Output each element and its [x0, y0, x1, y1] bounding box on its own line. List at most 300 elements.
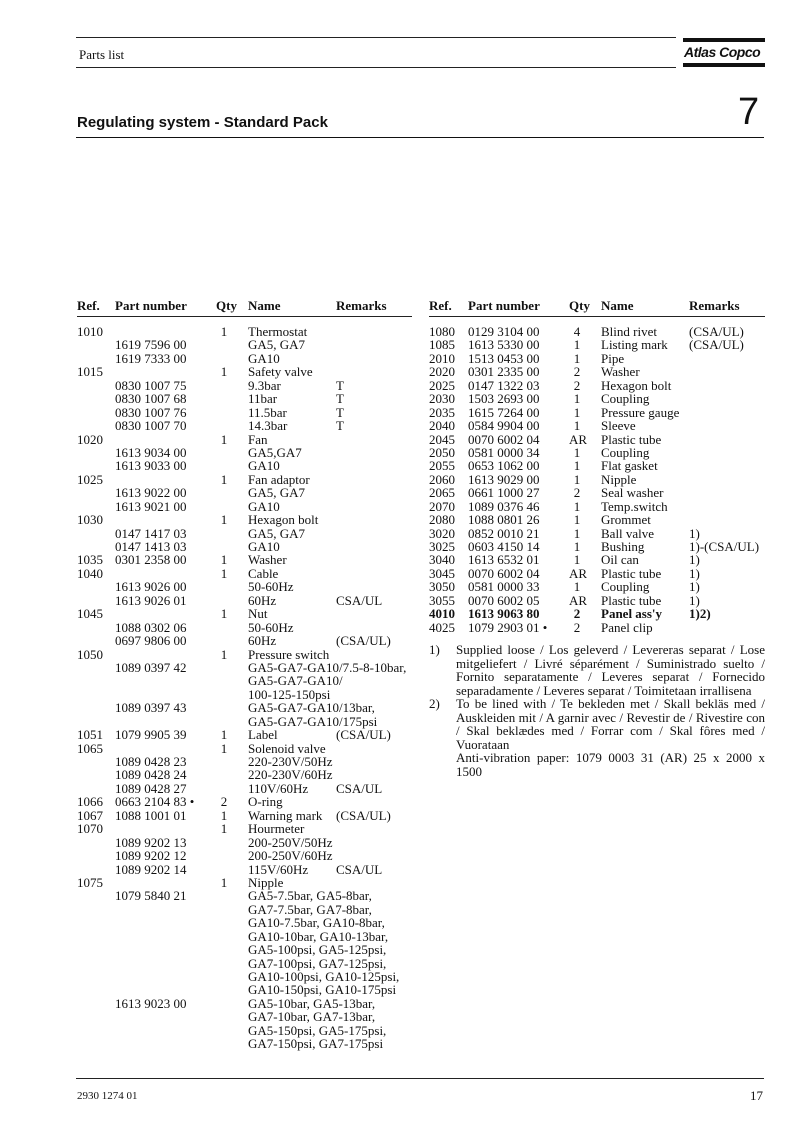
- name-cell: Coupling: [601, 444, 650, 460]
- remarks-cell: 1): [689, 525, 700, 541]
- name-cell: GA10-100psi, GA10-125psi,: [248, 969, 400, 984]
- header-ref: Ref.: [77, 298, 100, 313]
- qty-cell: AR: [569, 565, 588, 581]
- name-cell: 60Hz: [248, 633, 277, 649]
- qty-cell: 1: [220, 552, 228, 568]
- name-cell: Hourmeter: [248, 821, 305, 837]
- table-row: [77, 580, 412, 593]
- remarks-cell: CSA/UL: [336, 592, 383, 608]
- qty-cell: 1: [573, 337, 581, 353]
- part-number-cell: 0070 6002 05: [468, 592, 540, 608]
- table-row: [77, 943, 412, 956]
- table-row: [429, 406, 765, 419]
- table-row: [429, 473, 765, 486]
- ref-cell: 2045: [429, 431, 455, 447]
- part-number-cell: 0830 1007 76: [115, 404, 187, 420]
- ref-cell: 2060: [429, 471, 455, 487]
- name-cell: Label: [248, 727, 278, 743]
- table-row: [77, 836, 412, 849]
- name-cell: 14.3bar: [248, 418, 288, 434]
- qty-cell: 1: [573, 458, 581, 474]
- header-ref: Ref.: [429, 298, 452, 313]
- ref-cell: 3050: [429, 579, 455, 595]
- part-number-cell: 0301 2358 00: [115, 552, 187, 568]
- table-row: [77, 648, 412, 661]
- part-number-cell: 1089 9202 12: [115, 848, 187, 864]
- table-row: [77, 983, 412, 996]
- footnote-text: Anti-vibration paper: 1079 0003 31 (AR) 25 x 2000 x 1500: [456, 750, 765, 779]
- ref-cell: 1085: [429, 337, 455, 353]
- footnote-text: Supplied loose / Los geleverd / Levereras separat / Lose mitgeliefert / Livré séparément / Suministrado suelto / Fornito separatamente / Leveres separat / Fornecido separadamente / Leveres separat / Toimitetaan irrallisena: [456, 642, 765, 698]
- page-number: 17: [750, 1088, 763, 1103]
- name-cell: Sleeve: [601, 418, 636, 434]
- remarks-cell: 1): [689, 552, 700, 568]
- name-cell: Plastic tube: [601, 431, 662, 447]
- table-row: [77, 446, 412, 459]
- name-cell: Nipple: [601, 471, 637, 487]
- name-cell: Panel clip: [601, 619, 653, 635]
- name-cell: 200-250V/50Hz: [248, 834, 333, 850]
- table-row: [77, 728, 412, 741]
- ref-cell: 2055: [429, 458, 455, 474]
- part-number-cell: 1079 2903 01 •: [468, 619, 548, 635]
- ref-cell: 1051: [77, 727, 103, 743]
- part-number-cell: 0584 9904 00: [468, 418, 540, 434]
- table-row: [77, 1024, 412, 1037]
- ref-cell: 3020: [429, 525, 455, 541]
- part-number-cell: 0830 1007 68: [115, 391, 187, 407]
- table-row: [429, 392, 765, 405]
- part-number-cell: 0830 1007 70: [115, 418, 187, 434]
- ref-cell: 3025: [429, 539, 455, 554]
- table-row: [429, 419, 765, 432]
- remarks-cell: 1)2): [689, 606, 711, 622]
- name-cell: GA5, GA7: [248, 337, 306, 353]
- name-cell: GA7-150psi, GA7-175psi: [248, 1036, 384, 1052]
- qty-cell: 1: [220, 727, 228, 743]
- part-number-cell: 1089 0397 43: [115, 700, 187, 716]
- name-cell: Pressure gauge: [601, 404, 680, 420]
- ref-cell: 1066: [77, 794, 103, 810]
- part-number-cell: 1089 9202 13: [115, 834, 187, 850]
- header-part-number: Part number: [115, 298, 187, 313]
- name-cell: 200-250V/60Hz: [248, 848, 333, 864]
- qty-cell: 2: [573, 485, 581, 501]
- part-number-cell: 0147 1417 03: [115, 525, 187, 541]
- table-row: [77, 459, 412, 472]
- name-cell: GA7-7.5bar, GA7-8bar,: [248, 901, 372, 917]
- remarks-cell: (CSA/UL): [336, 633, 391, 649]
- part-number-cell: 1613 9026 01: [115, 592, 187, 608]
- name-cell: GA10-7.5bar, GA10-8bar,: [248, 915, 385, 931]
- parts-table-right: [429, 298, 765, 778]
- table-row: [77, 970, 412, 983]
- table-row: [77, 957, 412, 970]
- name-cell: GA10: [248, 498, 280, 514]
- header-part-number: Part number: [468, 298, 540, 313]
- ref-cell: 3045: [429, 565, 455, 581]
- qty-cell: 1: [573, 498, 581, 514]
- part-number-cell: 0070 6002 04: [468, 565, 540, 581]
- table-row: [429, 594, 765, 607]
- table-row: [429, 352, 765, 365]
- name-cell: GA5-GA7-GA10/7.5-8-10bar,: [248, 659, 407, 675]
- footnote-number: 1): [429, 642, 440, 658]
- table-row: [77, 661, 412, 674]
- table-row: [429, 621, 765, 634]
- name-cell: 50-60Hz: [248, 619, 294, 635]
- name-cell: Plastic tube: [601, 565, 662, 581]
- remarks-cell: 1): [689, 592, 700, 608]
- qty-cell: 2: [573, 619, 581, 635]
- name-cell: 220-230V/60Hz: [248, 767, 333, 783]
- table-row: [77, 473, 412, 486]
- name-cell: GA5-GA7-GA10/: [248, 673, 343, 689]
- table-row: [77, 688, 412, 701]
- qty-cell: 1: [220, 874, 228, 890]
- table-row: [77, 379, 412, 392]
- name-cell: Panel ass'y: [601, 606, 663, 622]
- name-cell: Hexagon bolt: [248, 512, 319, 528]
- qty-cell: 1: [573, 471, 581, 487]
- part-number-cell: 1089 9202 14: [115, 861, 187, 877]
- name-cell: 110V/60Hz: [248, 780, 309, 796]
- qty-cell: 1: [573, 512, 581, 528]
- name-cell: Washer: [248, 552, 287, 568]
- table-row: [429, 500, 765, 513]
- name-cell: GA7-10bar, GA7-13bar,: [248, 1009, 376, 1025]
- header-name: Name: [601, 298, 634, 313]
- table-row: [77, 768, 412, 781]
- table-row: [77, 1010, 412, 1023]
- table-row: [77, 540, 412, 553]
- remarks-cell: (CSA/UL): [336, 727, 391, 743]
- table-row: [429, 338, 765, 351]
- table-row: [77, 365, 412, 378]
- table-row: [77, 876, 412, 889]
- table-row: [77, 822, 412, 835]
- name-cell: Plastic tube: [601, 592, 662, 608]
- name-cell: GA5-100psi, GA5-125psi,: [248, 942, 387, 958]
- qty-cell: 4: [573, 324, 581, 339]
- qty-cell: 1: [220, 606, 228, 622]
- table-row: [77, 755, 412, 768]
- footnote-number: 2): [429, 696, 440, 712]
- table-row: [429, 513, 765, 526]
- remarks-cell: CSA/UL: [336, 861, 383, 877]
- qty-cell: 1: [220, 324, 228, 339]
- qty-cell: 2: [573, 364, 581, 380]
- table-row: [77, 406, 412, 419]
- atlas-copco-logo: [683, 38, 765, 68]
- name-cell: GA5-150psi, GA5-175psi,: [248, 1022, 387, 1038]
- qty-cell: AR: [569, 431, 588, 447]
- ref-cell: 2065: [429, 485, 455, 501]
- footnote: [429, 751, 765, 778]
- table-row: [77, 701, 412, 714]
- name-cell: GA10-150psi, GA10-175psi: [248, 982, 397, 998]
- part-number-cell: 1613 9063 80: [468, 606, 540, 622]
- part-number-cell: 1513 0453 00: [468, 350, 540, 366]
- name-cell: Temp.switch: [601, 498, 668, 514]
- header-top-rule: [76, 37, 676, 38]
- table-header: [429, 298, 765, 316]
- qty-cell: 1: [220, 740, 228, 756]
- qty-cell: 1: [220, 807, 228, 823]
- qty-cell: 1: [220, 821, 228, 837]
- remarks-cell: T: [336, 377, 344, 393]
- name-cell: Seal washer: [601, 485, 664, 501]
- ref-cell: 1080: [429, 324, 455, 339]
- ref-cell: 1040: [77, 565, 103, 581]
- name-cell: Safety valve: [248, 364, 313, 380]
- part-number-cell: 1619 7333 00: [115, 350, 187, 366]
- part-number-cell: 1503 2693 00: [468, 391, 540, 407]
- remarks-cell: T: [336, 418, 344, 434]
- part-number-cell: 1613 6532 01: [468, 552, 540, 568]
- qty-cell: 1: [573, 525, 581, 541]
- part-number-cell: 0603 4150 14: [468, 539, 540, 554]
- footer-rule: [76, 1078, 764, 1079]
- table-row: [429, 433, 765, 446]
- table-row: [429, 486, 765, 499]
- ref-cell: 1035: [77, 552, 103, 568]
- name-cell: Bushing: [601, 539, 645, 554]
- name-cell: Oil can: [601, 552, 639, 568]
- part-number-cell: 1613 9034 00: [115, 444, 187, 460]
- part-number-cell: 1079 5840 21: [115, 888, 187, 904]
- remarks-cell: CSA/UL: [336, 780, 383, 796]
- ref-cell: 4025: [429, 619, 455, 635]
- table-row: [429, 553, 765, 566]
- name-cell: O-ring: [248, 794, 283, 810]
- name-cell: GA10: [248, 458, 280, 474]
- part-number-cell: 1088 0801 26: [468, 512, 540, 528]
- table-row: [77, 889, 412, 902]
- part-number-cell: 0070 6002 04: [468, 431, 540, 447]
- table-row: [77, 997, 412, 1010]
- name-cell: Pressure switch: [248, 646, 330, 662]
- qty-cell: 1: [220, 512, 228, 528]
- page-title: Regulating system - Standard Pack: [77, 114, 328, 131]
- part-number-cell: 1088 0302 06: [115, 619, 187, 635]
- chapter-number: 7: [738, 91, 760, 133]
- part-number-cell: 0830 1007 75: [115, 377, 187, 393]
- name-cell: Coupling: [601, 391, 650, 407]
- name-cell: Nut: [248, 606, 268, 622]
- ref-cell: 1030: [77, 512, 103, 528]
- name-cell: GA5-7.5bar, GA5-8bar,: [248, 888, 372, 904]
- part-number-cell: 0661 1000 27: [468, 485, 540, 501]
- part-number-cell: 1089 0428 27: [115, 780, 187, 796]
- ref-cell: 3040: [429, 552, 455, 568]
- table-row: [77, 634, 412, 647]
- part-number-cell: 1613 9022 00: [115, 485, 187, 501]
- table-row: [429, 567, 765, 580]
- part-number-cell: 1079 9905 39: [115, 727, 187, 743]
- remarks-cell: (CSA/UL): [689, 337, 744, 353]
- table-row: [77, 930, 412, 943]
- name-cell: Cable: [248, 565, 279, 581]
- table-row: [77, 674, 412, 687]
- part-number-cell: 1089 0397 42: [115, 659, 187, 675]
- part-number-cell: 0852 0010 21: [468, 525, 540, 541]
- name-cell: Hexagon bolt: [601, 377, 672, 393]
- qty-cell: 2: [573, 377, 581, 393]
- remarks-cell: 1)-(CSA/UL): [689, 539, 760, 554]
- table-header: [77, 298, 412, 316]
- part-number-cell: 1089 0376 46: [468, 498, 540, 514]
- name-cell: Coupling: [601, 579, 650, 595]
- name-cell: GA10-10bar, GA10-13bar,: [248, 928, 389, 944]
- table-body-left: [77, 325, 412, 1051]
- parts-table-left: [77, 298, 412, 1051]
- table-row: [77, 419, 412, 432]
- qty-cell: 1: [573, 539, 581, 554]
- header-qty: Qty: [569, 298, 590, 313]
- part-number-cell: 1613 9023 00: [115, 995, 187, 1011]
- table-row: [77, 500, 412, 513]
- ref-cell: 1067: [77, 807, 103, 823]
- table-header-rule: [77, 316, 412, 317]
- part-number-cell: 0301 2335 00: [468, 364, 540, 380]
- ref-cell: 1010: [77, 324, 103, 339]
- table-row: [77, 392, 412, 405]
- table-row: [77, 486, 412, 499]
- table-row: [77, 607, 412, 620]
- table-row: [77, 352, 412, 365]
- table-row: [429, 607, 765, 620]
- part-number-cell: 0581 0000 34: [468, 444, 540, 460]
- name-cell: 60Hz: [248, 592, 277, 608]
- table-body-right: [429, 325, 765, 634]
- ref-cell: 2040: [429, 418, 455, 434]
- part-number-cell: 0147 1322 03: [468, 377, 540, 393]
- name-cell: GA5, GA7: [248, 485, 306, 501]
- name-cell: 50-60Hz: [248, 579, 294, 595]
- name-cell: 11bar: [248, 391, 278, 407]
- part-number-cell: 0653 1062 00: [468, 458, 540, 474]
- qty-cell: 2: [573, 606, 581, 622]
- table-row: [77, 849, 412, 862]
- part-number-cell: 1613 9029 00: [468, 471, 540, 487]
- ref-cell: 2025: [429, 377, 455, 393]
- ref-cell: 2070: [429, 498, 455, 514]
- table-row: [77, 715, 412, 728]
- remarks-cell: (CSA/UL): [689, 324, 744, 339]
- logo-bottom-bar: [683, 63, 765, 67]
- ref-cell: 3055: [429, 592, 455, 608]
- qty-cell: 1: [573, 404, 581, 420]
- part-number-cell: 1089 0428 23: [115, 754, 187, 769]
- remarks-cell: 1): [689, 565, 700, 581]
- table-row: [429, 580, 765, 593]
- name-cell: 115V/60Hz: [248, 861, 309, 877]
- name-cell: Listing mark: [601, 337, 668, 353]
- name-cell: GA7-100psi, GA7-125psi,: [248, 955, 387, 971]
- ref-cell: 2050: [429, 444, 455, 460]
- ref-cell: 1050: [77, 646, 103, 662]
- table-row: [429, 325, 765, 338]
- name-cell: Fan: [248, 431, 268, 447]
- name-cell: Thermostat: [248, 324, 308, 339]
- ref-cell: 1075: [77, 874, 103, 890]
- table-row: [429, 446, 765, 459]
- ref-cell: 1020: [77, 431, 103, 447]
- table-row: [429, 527, 765, 540]
- remarks-cell: (CSA/UL): [336, 807, 391, 823]
- name-cell: Flat gasket: [601, 458, 658, 474]
- qty-cell: 1: [573, 552, 581, 568]
- part-number-cell: 0697 9806 00: [115, 633, 187, 649]
- header-remarks: Remarks: [336, 298, 387, 313]
- table-row: [77, 527, 412, 540]
- qty-cell: 1: [573, 579, 581, 595]
- footnote: [429, 697, 765, 751]
- part-number-cell: 1615 7264 00: [468, 404, 540, 420]
- ref-cell: 1025: [77, 471, 103, 487]
- header-remarks: Remarks: [689, 298, 740, 313]
- part-number-cell: 1619 7596 00: [115, 337, 187, 353]
- name-cell: GA10: [248, 539, 280, 554]
- qty-cell: 1: [573, 391, 581, 407]
- qty-cell: 1: [573, 418, 581, 434]
- name-cell: Warning mark: [248, 807, 323, 823]
- table-row: [429, 540, 765, 553]
- footnote: [429, 643, 765, 697]
- name-cell: 11.5bar: [248, 404, 287, 420]
- part-number-cell: 1613 5330 00: [468, 337, 540, 353]
- table-row: [429, 379, 765, 392]
- part-number-cell: 1089 0428 24: [115, 767, 187, 783]
- part-number-cell: 1088 1001 01: [115, 807, 187, 823]
- qty-cell: 1: [220, 364, 228, 380]
- remarks-cell: T: [336, 404, 344, 420]
- table-header-rule: [429, 316, 765, 317]
- footnotes: [429, 643, 765, 778]
- table-row: [77, 742, 412, 755]
- part-number-cell: 0581 0000 33: [468, 579, 540, 595]
- name-cell: 220-230V/50Hz: [248, 754, 333, 769]
- name-cell: GA5, GA7: [248, 525, 306, 541]
- name-cell: Fan adaptor: [248, 471, 310, 487]
- name-cell: Grommet: [601, 512, 651, 528]
- table-row: [77, 809, 412, 822]
- name-cell: Solenoid valve: [248, 740, 326, 756]
- table-row: [77, 594, 412, 607]
- ref-cell: 2020: [429, 364, 455, 380]
- header-bottom-rule: [76, 67, 676, 68]
- name-cell: 100-125-150psi: [248, 686, 331, 702]
- table-row: [429, 459, 765, 472]
- logo-wordmark: Atlas Copco: [684, 44, 761, 60]
- ref-cell: 4010: [429, 606, 455, 622]
- document-number: 2930 1274 01: [77, 1090, 138, 1102]
- table-row: [77, 338, 412, 351]
- remarks-cell: T: [336, 391, 344, 407]
- qty-cell: 2: [220, 794, 228, 810]
- table-row: [77, 553, 412, 566]
- name-cell: Blind rivet: [601, 324, 657, 339]
- footnote-text: To be lined with / Te bekleden met / Skall bekläs med / Auskleiden mit / A garnir avec / Revestir de / Rivestire con / Skal beklædes med / Forrar com / Skal fôres med / Vuorataan: [456, 696, 765, 752]
- table-row: [77, 513, 412, 526]
- header-section-label: Parts list: [79, 47, 125, 62]
- table-row: [77, 621, 412, 634]
- part-number-cell: 0147 1413 03: [115, 539, 187, 554]
- table-row: [77, 325, 412, 338]
- header-name: Name: [248, 298, 281, 313]
- table-row: [77, 795, 412, 808]
